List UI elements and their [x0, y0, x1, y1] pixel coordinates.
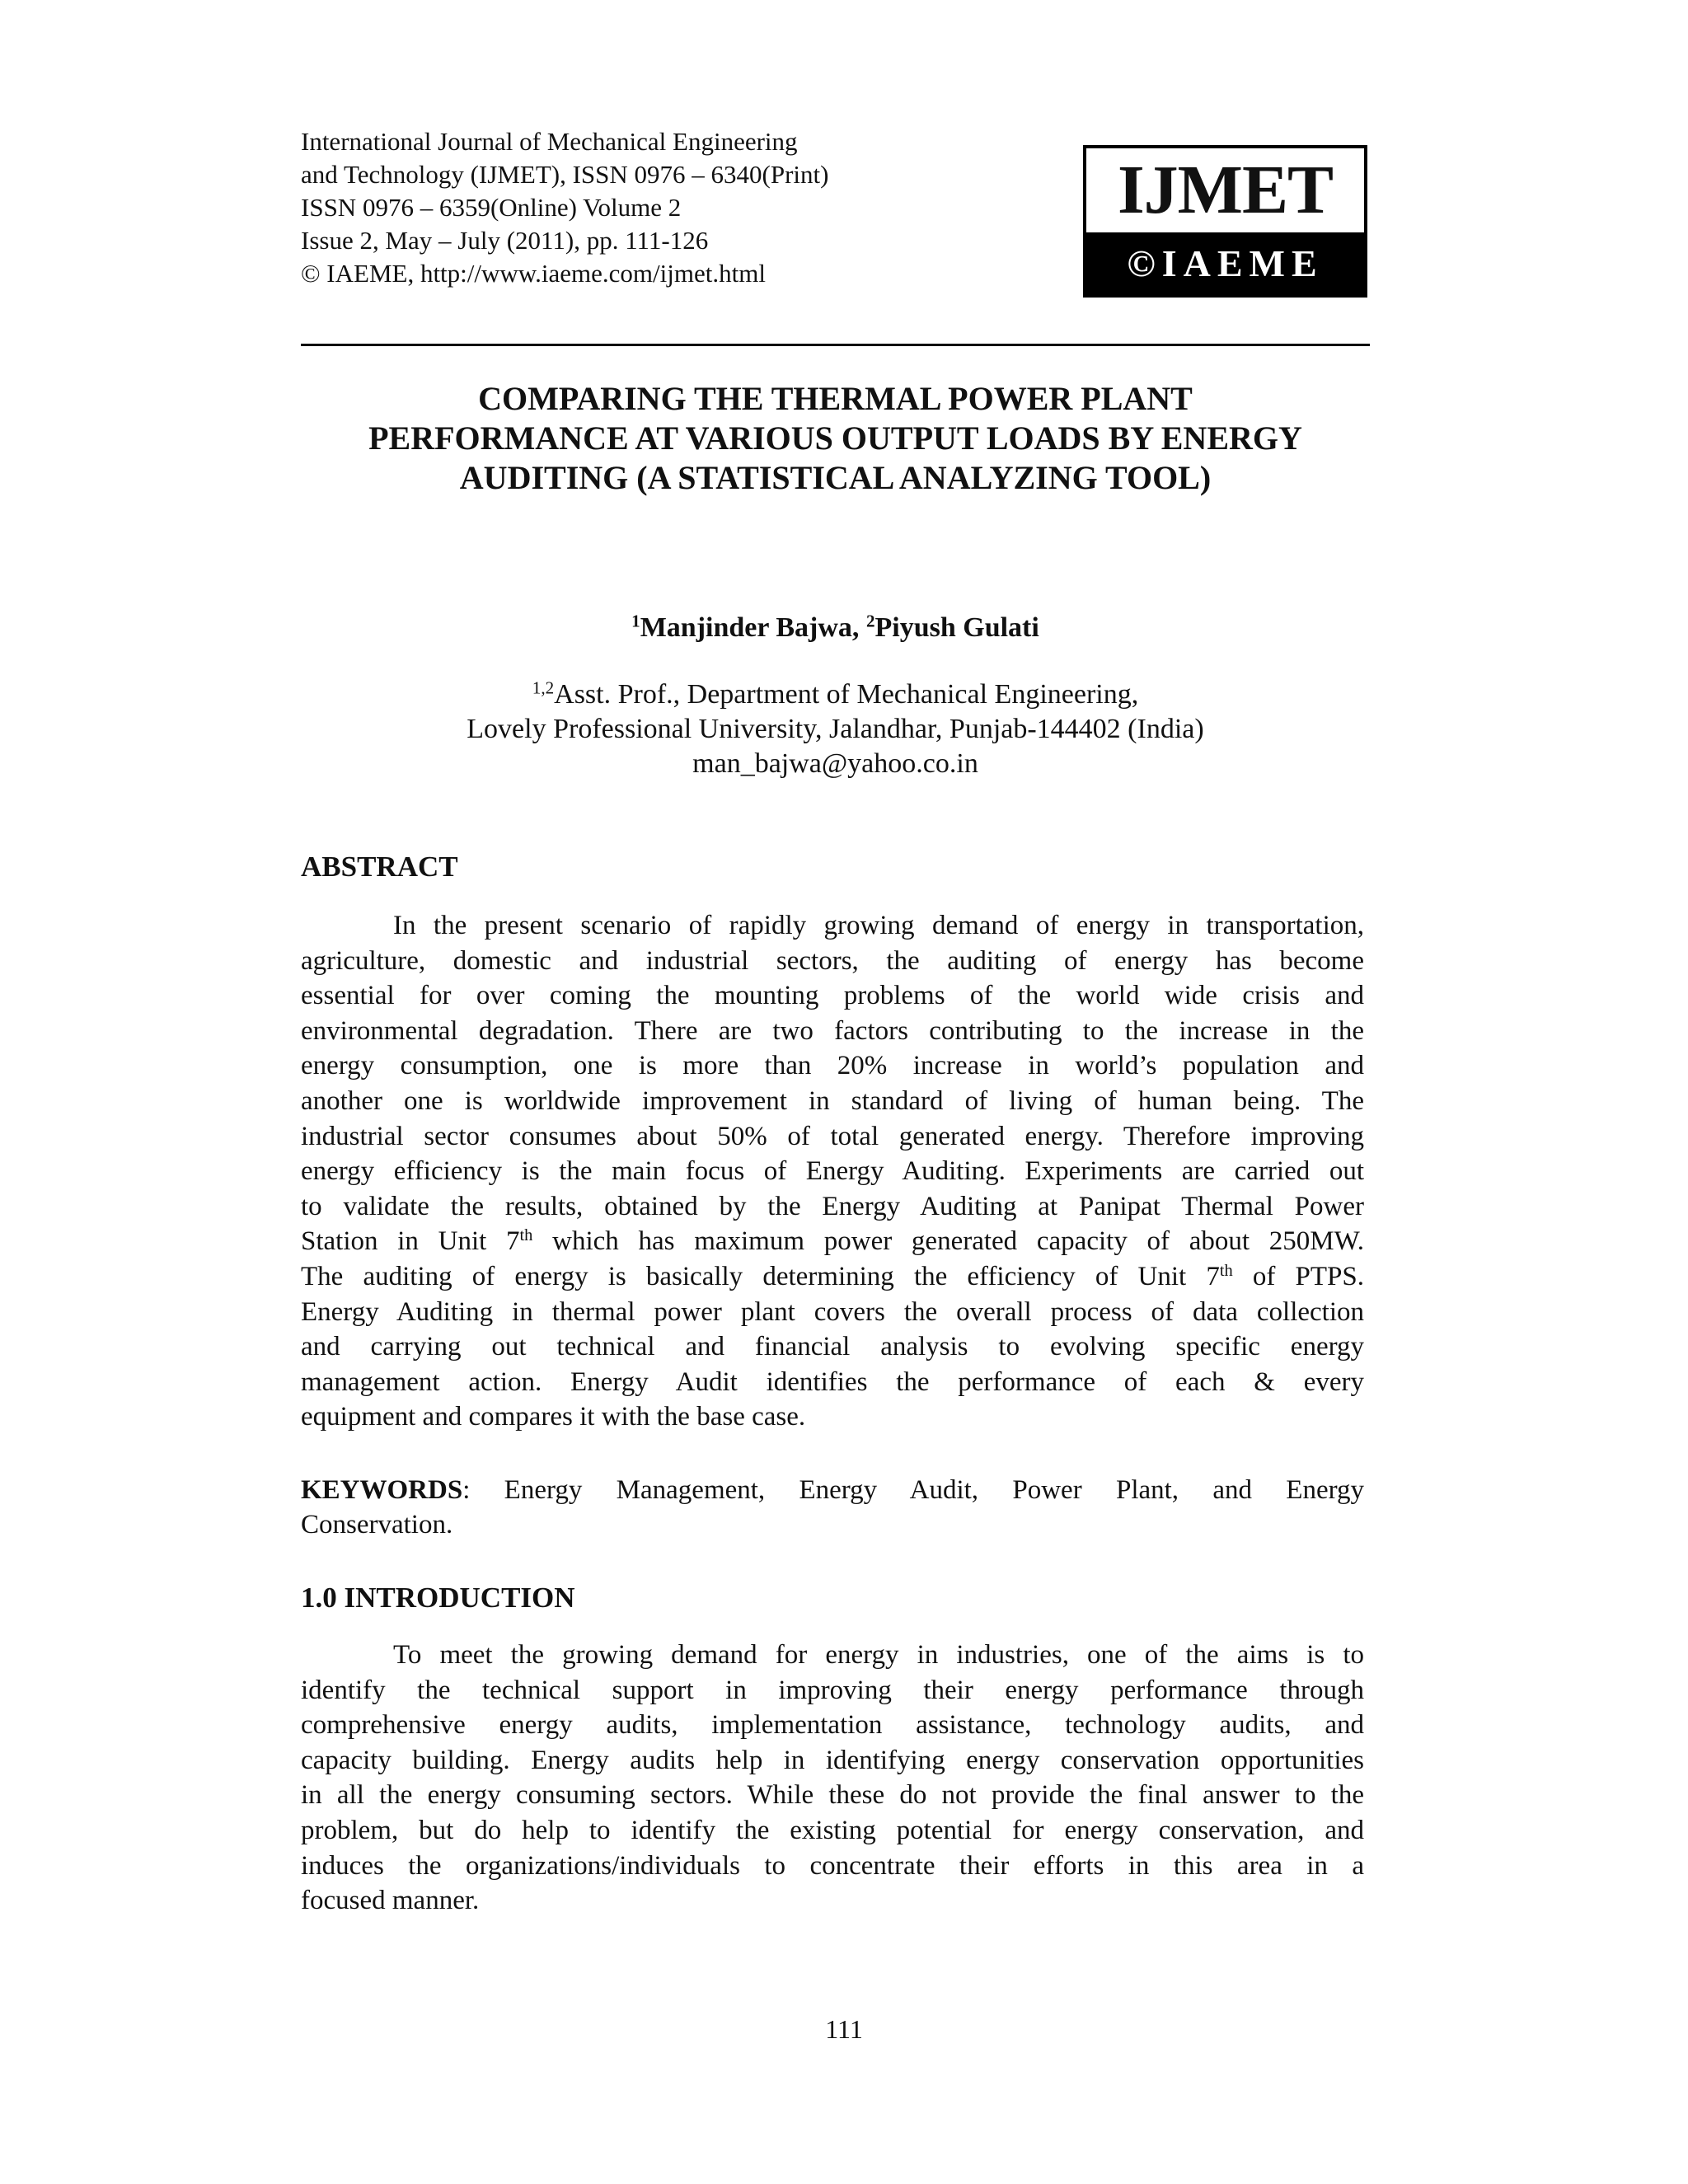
abstract-line: industrial sector consumes about 50% of total generated energy. Therefore improving: [301, 1121, 1364, 1151]
abstract-line: to validate the results, obtained by the Energy Auditing at Panipat Thermal Power: [301, 1191, 1364, 1221]
abstract-text-span: which has maximum power generated capacity of about 250MW.: [532, 1226, 1364, 1257]
abstract-text-span: The auditing of energy is basically determining the efficiency of Unit 7: [301, 1261, 1220, 1291]
abstract-line: and carrying out technical and financial analysis to evolving specific energy: [301, 1332, 1364, 1362]
introduction-line: To meet the growing demand for energy in industries, one of the aims is to: [393, 1640, 1364, 1670]
abstract-line: energy consumption, one is more than 20% increase in world’s population and: [301, 1051, 1364, 1081]
abstract-text-span: Station in Unit 7: [301, 1226, 520, 1257]
abstract-line: [301, 1224, 1364, 1259]
introduction-heading: 1.0 INTRODUCTION: [301, 1582, 575, 1614]
keywords: [301, 1473, 1364, 1542]
abstract-heading: ABSTRACT: [301, 851, 458, 883]
header-divider: [301, 344, 1370, 346]
introduction-line: focused manner.: [301, 1886, 480, 1916]
introduction-text: [301, 1638, 1364, 1919]
ordinal-suffix: th: [519, 1226, 533, 1245]
abstract-line: [301, 1259, 1364, 1295]
title-line: COMPARING THE THERMAL POWER PLANT: [478, 380, 1193, 417]
author-name: Piyush Gulati: [874, 612, 1039, 643]
journal-line: © IAEME, http://www.iaeme.com/ijmet.html: [301, 259, 766, 288]
author-list: [301, 610, 1370, 646]
ordinal-suffix: th: [1219, 1261, 1233, 1280]
abstract-line: environmental degradation. There are two factors contributing to the increase in the: [301, 1015, 1364, 1046]
journal-line: ISSN 0976 – 6359(Online) Volume 2: [301, 193, 682, 222]
author-name: Manjinder Bajwa,: [640, 612, 866, 643]
logo-title: IJMET: [1117, 152, 1334, 228]
affiliation-university: Lovely Professional University, Jalandhar, Punjab-144402 (India): [467, 714, 1204, 744]
journal-logo: [1083, 145, 1367, 298]
abstract-line: agriculture, domestic and industrial sectors, the auditing of energy has become: [301, 945, 1364, 976]
introduction-line: induces the organizations/individuals to concentrate their efforts in this area in a: [301, 1850, 1364, 1881]
introduction-line: capacity building. Energy audits help in identifying energy conservation opportunities: [301, 1745, 1364, 1775]
author-email: man_bajwa@yahoo.co.in: [692, 748, 978, 779]
logo-publisher: ©IAEME: [1086, 232, 1364, 294]
abstract-line: another one is worldwide improvement in standard of living of human being. The: [301, 1085, 1364, 1116]
page-number: 111: [825, 2014, 863, 2044]
author-marker: 1: [631, 611, 640, 631]
abstract-line: In the present scenario of rapidly growing demand of energy in transportation,: [393, 911, 1364, 940]
journal-line: and Technology (IJMET), ISSN 0976 – 6340(Print): [301, 160, 829, 189]
abstract-line: equipment and compares it with the base case.: [301, 1402, 806, 1432]
abstract-line: energy efficiency is the main focus of Energy Auditing. Experiments are carried out: [301, 1156, 1364, 1187]
author-marker: 2: [865, 611, 875, 631]
keywords-label: KEYWORDS: [301, 1475, 463, 1505]
journal-line: International Journal of Mechanical Engineering: [301, 127, 798, 156]
introduction-line: in all the energy consuming sectors. While these do not provide the final answer to the: [301, 1780, 1364, 1811]
abstract-line: Energy Auditing in thermal power plant covers the overall process of data collection: [301, 1296, 1364, 1327]
journal-line: Issue 2, May – July (2011), pp. 111-126: [301, 226, 709, 255]
keywords-list: : Energy Management, Energy Audit, Power Plant, and Energy: [462, 1475, 1364, 1505]
abstract-text: [301, 908, 1364, 1435]
introduction-line: problem, but do help to identify the existing potential for energy conservation, and: [301, 1815, 1364, 1845]
affiliation-marker: 1,2: [532, 677, 555, 698]
introduction-line: identify the technical support in improving their energy performance through: [301, 1675, 1364, 1705]
author-affiliation: [301, 677, 1370, 781]
keywords-line: Conservation.: [301, 1510, 453, 1540]
abstract-text-span: of PTPS.: [1232, 1261, 1364, 1291]
introduction-line: comprehensive energy audits, implementation assistance, technology audits, and: [301, 1710, 1364, 1741]
keywords-line: [301, 1473, 1364, 1507]
title-line: PERFORMANCE AT VARIOUS OUTPUT LOADS BY ENERGY: [368, 419, 1302, 457]
affiliation-department: Asst. Prof., Department of Mechanical Engineering,: [554, 679, 1139, 710]
title-line: AUDITING (A STATISTICAL ANALYZING TOOL): [459, 459, 1212, 496]
journal-citation: [301, 125, 828, 290]
paper-title: [301, 379, 1370, 498]
abstract-line: essential for over coming the mounting problems of the world wide crisis and: [301, 981, 1364, 1011]
abstract-line: management action. Energy Audit identifies the performance of each & every: [301, 1366, 1364, 1397]
